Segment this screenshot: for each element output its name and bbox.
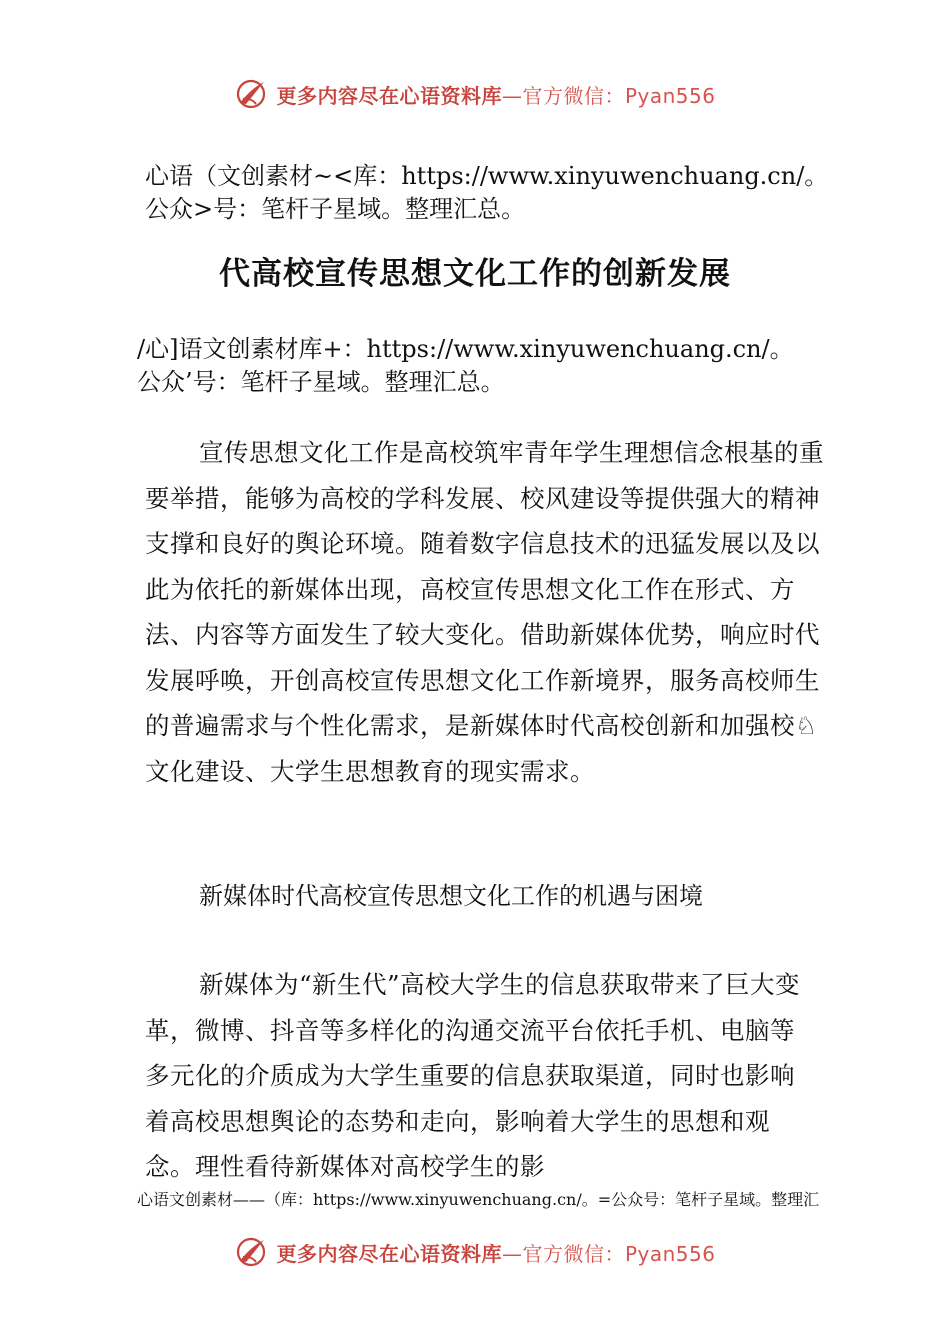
source-line-4: 公众’号：笔杆子星域。整理汇总。	[137, 368, 505, 396]
source-line-2: 公众>号：笔杆子星域。整理汇总。	[145, 195, 526, 223]
paragraph-2-text: 新媒体为“新生代”高校大学生的信息获取带来了巨大变革，微博、抖音等多样化的沟通交流平台依托手机、电脑等多元化的介质成为大学生重要的信息获取渠道，同时也影响着高校思想舆论的态势和走向，影响着大学生的思想和观念。理性看待新媒体对高校学生的影	[145, 970, 801, 1181]
banner-text-plain: —官方微信：Pyan556	[501, 1241, 716, 1266]
paragraph-1-text: 宣传思想文化工作是高校筑牢青年学生理想信念根基的重要举措，能够为高校的学科发展、校风建设等提供强大的精神支撑和良好的舆论环境。随着数字信息技术的迅猛发展以及以此为依托的新媒体出现，高校宣传思想文化工作在形式、方法、内容等方面发生了较大变化。借助新媒体优势，响应时代发展呼唤，开创高校宣传思想文化工作新境界，服务高校师生的普遍需求与个性化需求，是新媒体时代高校创新和加强校♘文化建设、大学生思想教育的现实需求。	[145, 438, 824, 786]
source-line-3: /心]语文创素材库+：https://www.xinyuwenchuang.cn/。	[137, 335, 794, 363]
source-line-1: 心语（文创素材~<库：https://www.xinyuwenchuang.cn/。	[145, 162, 829, 190]
footer-banner	[0, 1230, 950, 1274]
footer-source-line: 心语文创素材——（库：https://www.xinyuwenchuang.cn/。=公众号：笔杆子星域。整理汇	[137, 1190, 820, 1209]
body-paragraph-1	[145, 430, 835, 794]
banner-text-bold: 更多内容尽在心语资料库	[276, 1241, 502, 1266]
banner-text-bold: 更多内容尽在心语资料库	[276, 83, 502, 108]
banner-text	[276, 1238, 715, 1267]
header-banner	[0, 72, 950, 116]
brush-logo-icon	[234, 77, 268, 111]
body-paragraph-2	[145, 962, 810, 1190]
page-title: 代高校宣传思想文化工作的创新发展	[219, 256, 731, 292]
section-heading: 新媒体时代高校宣传思想文化工作的机遇与困境	[199, 882, 703, 910]
banner-text-plain: —官方微信：Pyan556	[501, 83, 716, 108]
banner-text	[276, 80, 715, 109]
brush-logo-icon	[234, 1235, 268, 1269]
